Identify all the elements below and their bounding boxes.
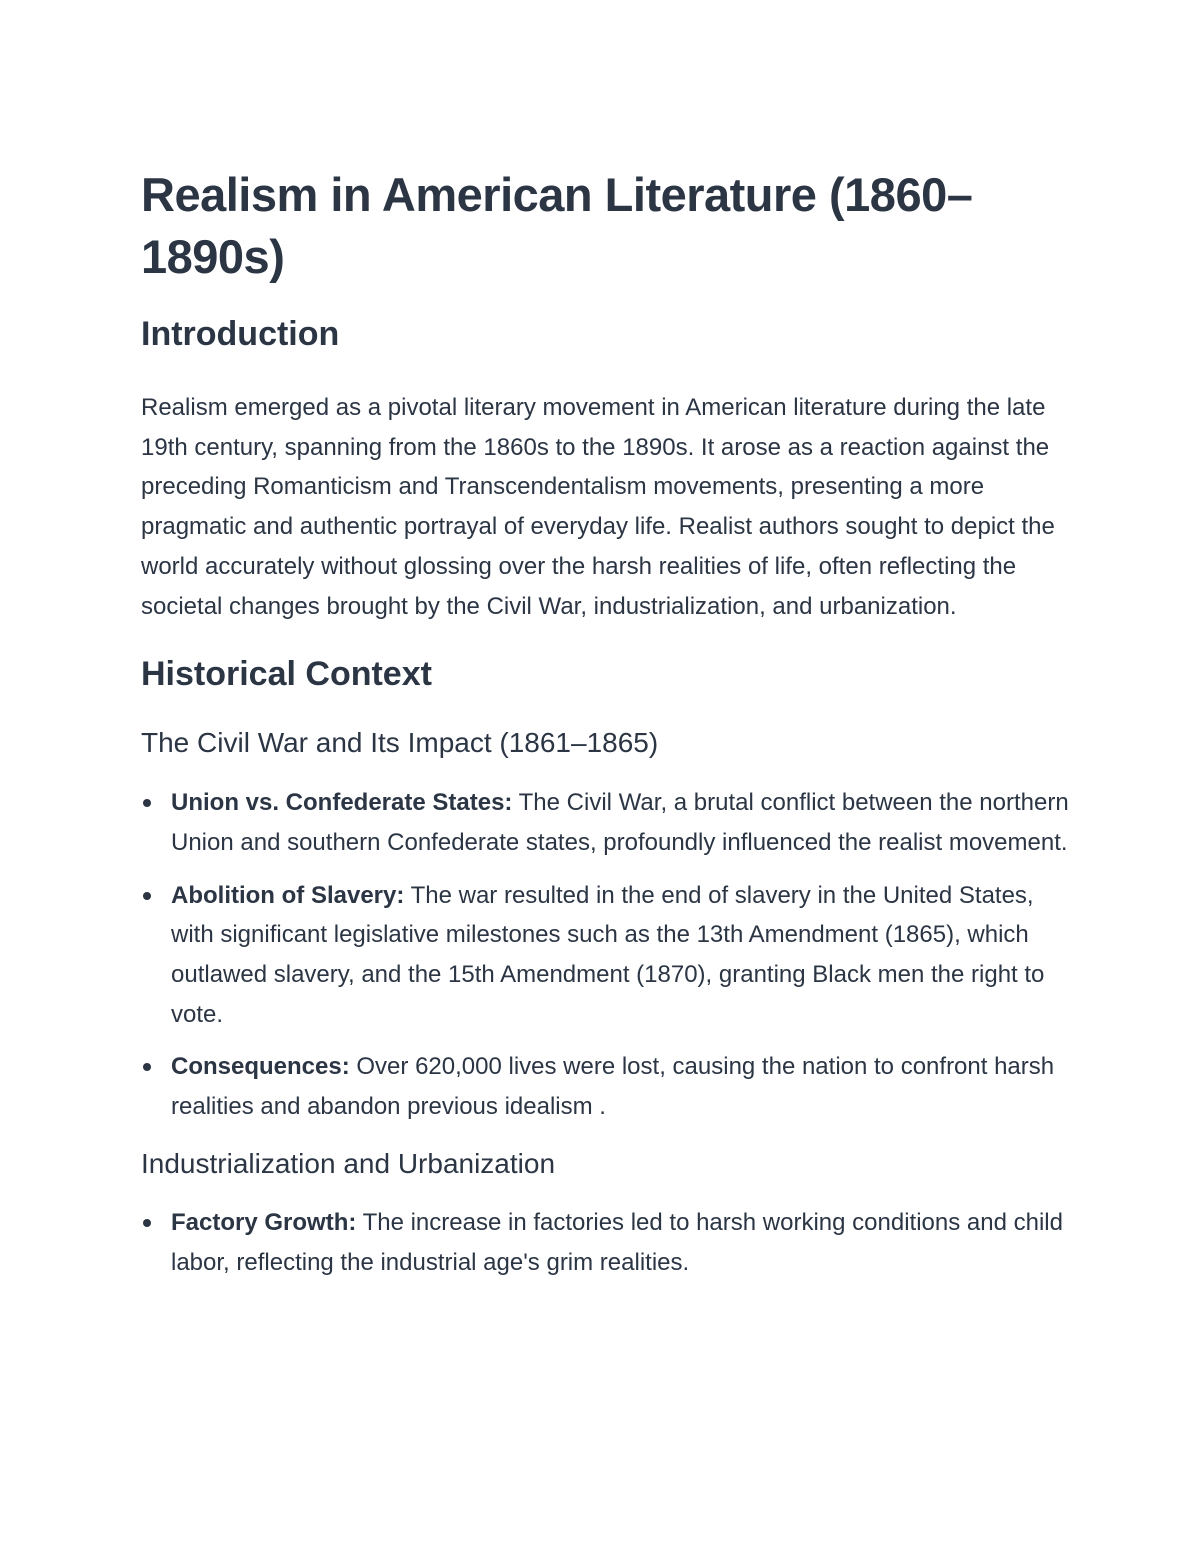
list-item xyxy=(171,1047,1070,1126)
list-item xyxy=(171,783,1070,862)
industrialization-subheading: Industrialization and Urbanization xyxy=(141,1147,556,1179)
civil-war-list xyxy=(141,783,1070,1127)
civil-war-subheading: The Civil War and Its Impact (1861–1865) xyxy=(141,727,659,759)
list-item-term: Abolition of Slavery: xyxy=(171,881,405,909)
bullet-icon xyxy=(143,1063,151,1071)
list-item xyxy=(171,1203,1070,1282)
bullet-icon xyxy=(143,892,151,900)
introduction-paragraph: Realism emerged as a pivotal literary movement in American literature during the late 19th century, spanning from the 1860s to the 1890s. It arose as a reaction against the preceding Romanticism and Transcendentalism movements, presenting a more pragmatic and authentic portrayal of everyday life. Realist authors sought to depict the world accurately without glossing over the harsh realities of life, often reflecting the societal changes brought by the Civil War, industrialization, and urbanization. xyxy=(141,394,1055,620)
industrialization-list xyxy=(141,1203,1070,1282)
historical-context-heading: Historical Context xyxy=(141,655,432,694)
list-item-text: The war resulted in the end of slavery in the United States, with significant legislative milestones such as the 13th Amendment (1865), which outlawed slavery, and the 15th Amendment (1870), granting Black men the right to vote. xyxy=(171,881,1045,1028)
bullet-icon xyxy=(143,799,151,807)
list-item-term: Union vs. Confederate States: xyxy=(171,789,513,817)
list-item-term: Consequences: xyxy=(171,1053,350,1081)
list-item-term: Factory Growth: xyxy=(171,1208,357,1236)
list-item xyxy=(171,876,1070,1035)
introduction-heading: Introduction xyxy=(141,315,340,353)
list-item-text: Over 620,000 lives were lost, causing the nation to confront harsh realities and abandon previous idealism . xyxy=(171,1053,1055,1121)
document-title: Realism in American Literature (1860–1890s) xyxy=(141,168,973,283)
bullet-icon xyxy=(143,1219,151,1227)
list-item-text: The increase in factories led to harsh working conditions and child labor, reflecting the industrial age's grim realities. xyxy=(171,1208,1063,1276)
list-item-text: The Civil War, a brutal conflict between the northern Union and southern Confederate states, profoundly influenced the realist movement. xyxy=(171,789,1069,856)
